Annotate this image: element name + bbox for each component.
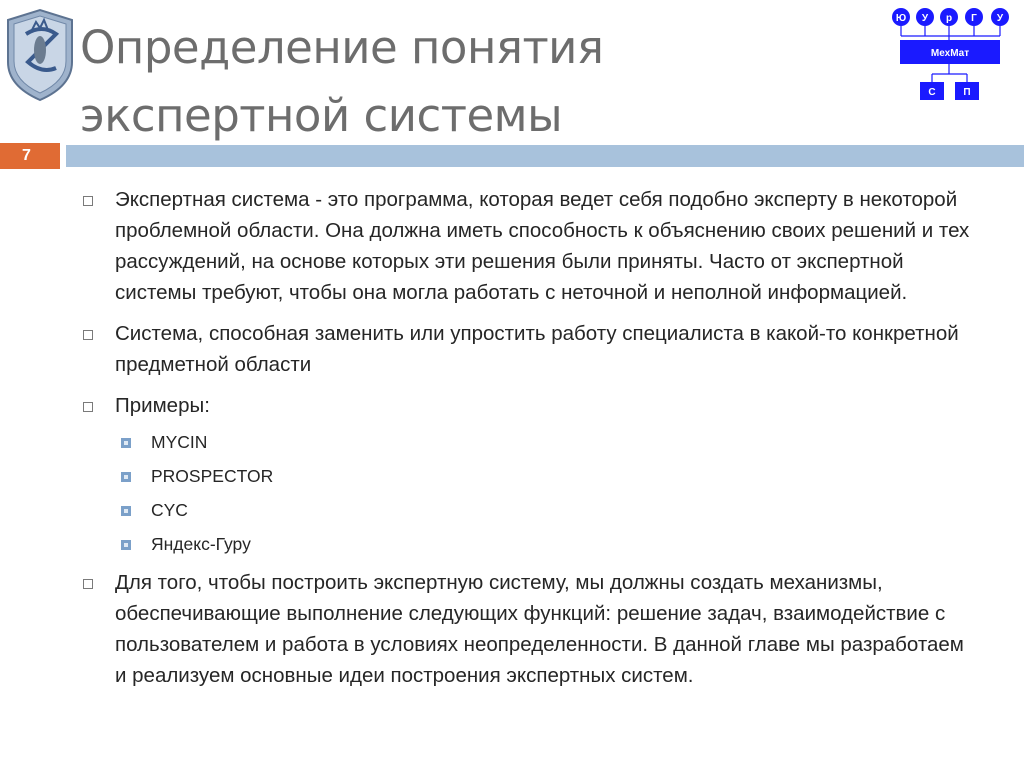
square-bullet-icon	[83, 330, 93, 340]
org-top-row	[892, 8, 1009, 26]
header-rule	[66, 145, 1024, 167]
bullet-text: Для того, чтобы построить экспертную систему, мы должны создать механизмы, обеспечивающие выполнение следующих функций: решение задач, взаимодействие с пользователем и работа в условиях неопределенности. В данной главе мы разработаем и реализуем основные идеи построения экспертных систем.	[115, 571, 964, 687]
org-top-5: У	[996, 13, 1004, 24]
bullet-item-2	[80, 318, 980, 380]
slide-title	[80, 14, 880, 150]
filled-square-bullet-icon	[121, 472, 131, 482]
bullet-text: Примеры:	[115, 394, 210, 417]
bullet-item-4	[80, 567, 980, 691]
mehmat-org-chart-logo	[888, 6, 1018, 102]
org-bottom-1: С	[928, 87, 936, 98]
org-bottom-2: П	[963, 87, 971, 98]
example-text: CYC	[151, 500, 188, 520]
square-bullet-icon	[83, 196, 93, 206]
example-text: MYCIN	[151, 432, 208, 452]
list-item	[115, 493, 980, 527]
bullet-item-1	[80, 184, 980, 308]
bullet-text: Экспертная система - это программа, которая ведет себя подобно эксперту в некоторой проблемной области. Она должна иметь способность к объяснению своих решений и тех рассуждений, на основе которых эти решения были приняты. Часто от экспертной системы требуют, чтобы она могла работать с неточной и неполной информацией.	[115, 188, 970, 304]
slide-title-line-2: экспертной системы	[80, 89, 563, 142]
bullet-item-3	[80, 390, 980, 561]
filled-square-bullet-icon	[121, 438, 131, 448]
slide-title-line-1: Определение понятия	[80, 21, 604, 74]
list-item	[115, 459, 980, 493]
university-shield-logo	[2, 4, 78, 102]
square-bullet-icon	[83, 402, 93, 412]
filled-square-bullet-icon	[121, 506, 131, 516]
org-center-label: МехМат	[930, 48, 970, 59]
slide-number: 7	[0, 143, 60, 169]
org-top-1: Ю	[895, 13, 907, 24]
org-top-2: У	[921, 13, 929, 24]
filled-square-bullet-icon	[121, 540, 131, 550]
square-bullet-icon	[83, 579, 93, 589]
example-text: PROSPECTOR	[151, 466, 274, 486]
slide-content	[80, 184, 980, 701]
list-item	[115, 527, 980, 561]
example-text: Яндекс-Гуру	[151, 534, 251, 554]
bullet-text: Система, способная заменить или упростить работу специалиста в какой-то конкретной предметной области	[115, 322, 959, 376]
list-item	[115, 425, 980, 459]
org-top-4: Г	[971, 13, 977, 24]
examples-list	[115, 425, 980, 561]
org-top-3: р	[945, 13, 953, 24]
